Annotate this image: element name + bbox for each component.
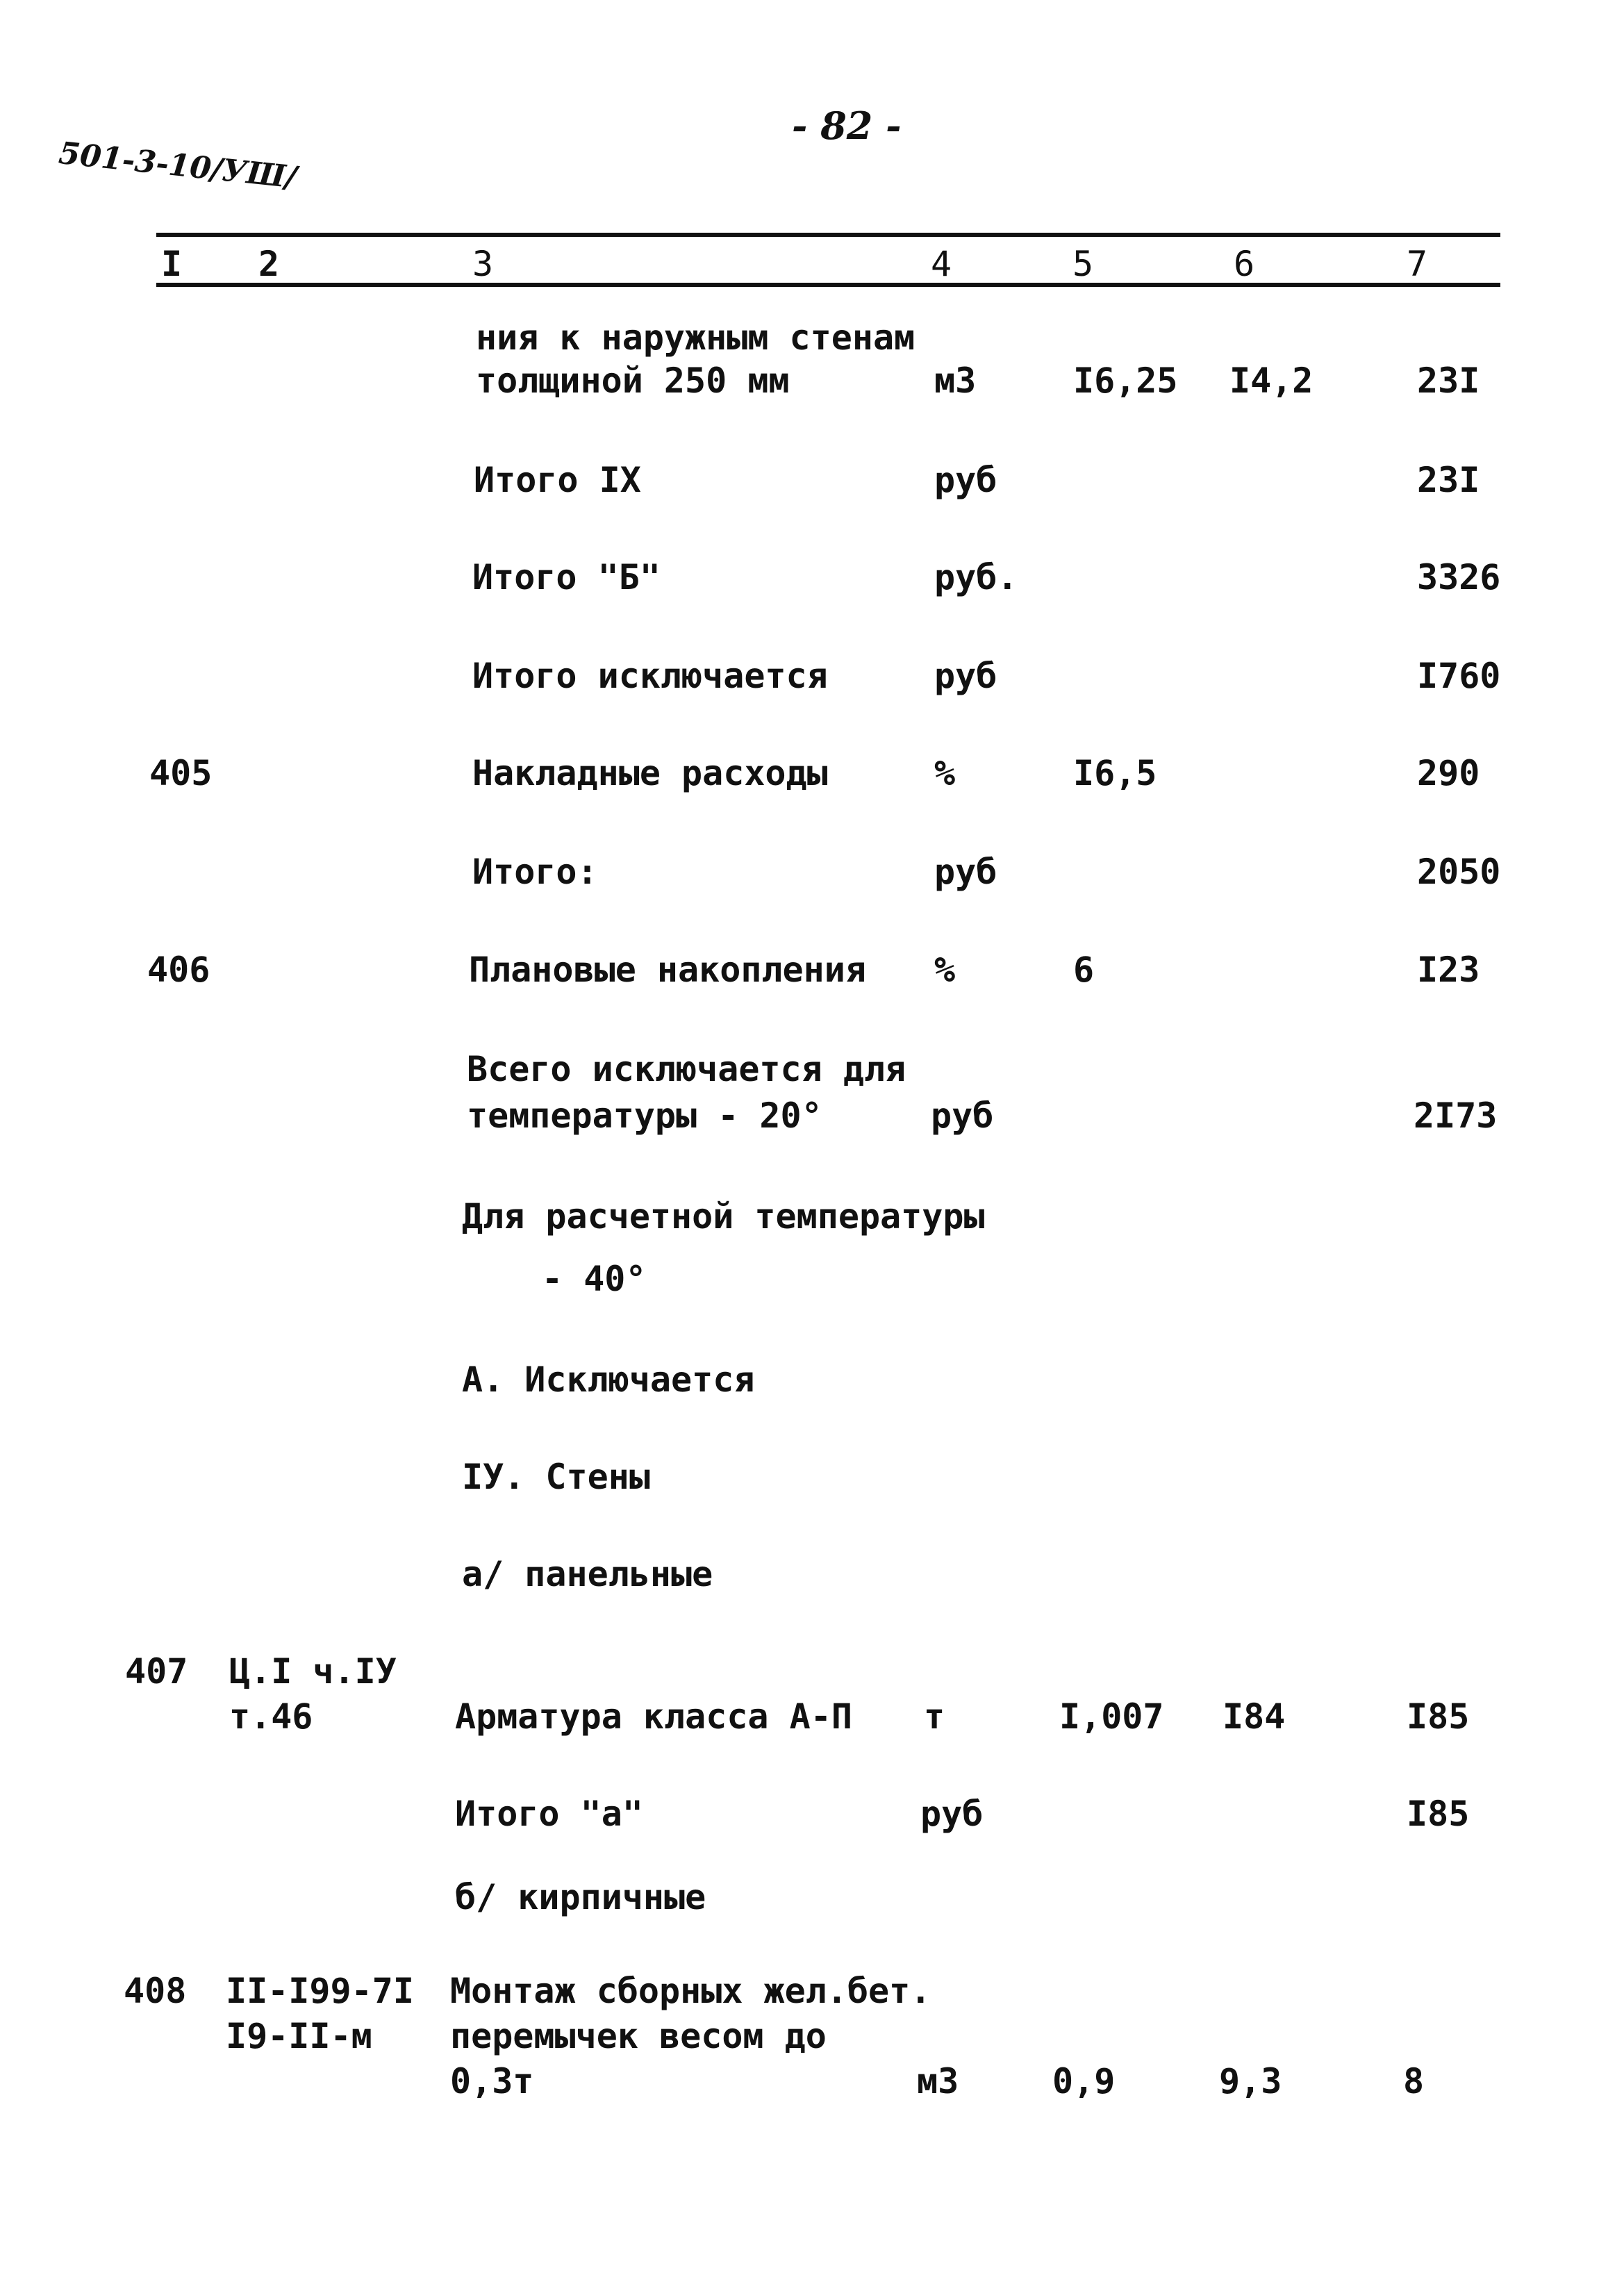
item-description: Монтаж сборных жел.бет. (450, 1971, 931, 2011)
unit-price: 9,3 (1219, 2061, 1282, 2101)
total: 3326 (1417, 557, 1501, 597)
section-heading: а/ панельные (462, 1554, 713, 1594)
item-description: Итого: (472, 852, 598, 892)
header-bottom-rule (156, 283, 1500, 287)
norm-reference: II-I99-7I (226, 1971, 414, 2011)
quantity: I6,5 (1073, 753, 1157, 793)
col-header-3: 3 (472, 244, 494, 284)
unit: руб. (934, 557, 1018, 597)
unit: т (924, 1696, 945, 1737)
col-header-6: 6 (1234, 244, 1255, 284)
norm-reference: Ц.I ч.IУ (229, 1651, 397, 1692)
col-header-1: I (161, 244, 183, 284)
position-number: 407 (125, 1651, 188, 1692)
quantity: I6,25 (1073, 361, 1178, 401)
item-description: Накладные расходы (472, 753, 828, 793)
header-top-rule (156, 233, 1500, 237)
col-header-4: 4 (931, 244, 952, 284)
unit-price: I84 (1223, 1696, 1286, 1737)
item-description: температуры - 20° (467, 1096, 822, 1136)
total: I85 (1407, 1794, 1470, 1834)
unit: м3 (917, 2061, 959, 2101)
section-heading: IУ. Стены (462, 1457, 650, 1497)
total: 2050 (1417, 852, 1501, 892)
item-description: Итого "а" (455, 1794, 643, 1834)
unit-price: I4,2 (1229, 361, 1314, 401)
col-header-7: 7 (1407, 244, 1428, 284)
position-number: 405 (149, 753, 213, 793)
position-number: 406 (147, 950, 210, 990)
item-description: Итого IX (474, 460, 641, 500)
item-description: - 40° (542, 1259, 647, 1299)
total: 8 (1403, 2061, 1425, 2101)
item-description: Итого "Б" (472, 557, 661, 597)
unit: руб (934, 460, 997, 500)
norm-reference: I9-II-м (226, 2016, 372, 2056)
total: 23I (1417, 361, 1480, 401)
col-header-5: 5 (1072, 244, 1094, 284)
unit: % (934, 753, 956, 793)
document-code: 501-3-10/УШ/ (57, 135, 299, 196)
total: 2I73 (1414, 1096, 1498, 1136)
unit: руб (934, 852, 997, 892)
item-description: Итого исключается (472, 656, 828, 696)
item-description: перемычек весом до (450, 2016, 827, 2056)
total: I23 (1417, 950, 1480, 990)
total: 23I (1417, 460, 1480, 500)
unit: руб (934, 656, 997, 696)
position-number: 408 (124, 1971, 187, 2011)
page-number: - 82 - (792, 104, 902, 148)
col-header-2: 2 (258, 244, 280, 284)
quantity: 0,9 (1052, 2061, 1116, 2101)
quantity: 6 (1073, 950, 1095, 990)
item-description: Плановые накопления (469, 950, 866, 990)
section-heading: А. Исключается (462, 1360, 755, 1400)
total: 290 (1417, 753, 1480, 793)
item-description: ния к наружным стенам (476, 317, 915, 358)
item-description: Всего исключается для (467, 1049, 906, 1089)
total: I85 (1407, 1696, 1470, 1737)
section-heading: б/ кирпичные (455, 1877, 706, 1917)
unit: м3 (934, 361, 977, 401)
unit: руб (920, 1794, 984, 1834)
unit: % (934, 950, 956, 990)
total: I760 (1417, 656, 1501, 696)
item-description: толщиной 250 мм (476, 361, 790, 401)
quantity: I,007 (1059, 1696, 1164, 1737)
item-description: 0,3т (450, 2061, 534, 2101)
unit: руб (931, 1096, 994, 1136)
item-description: Арматура класса А-П (455, 1696, 852, 1737)
norm-reference: т.46 (229, 1696, 313, 1737)
item-description: Для расчетной температуры (462, 1196, 985, 1237)
